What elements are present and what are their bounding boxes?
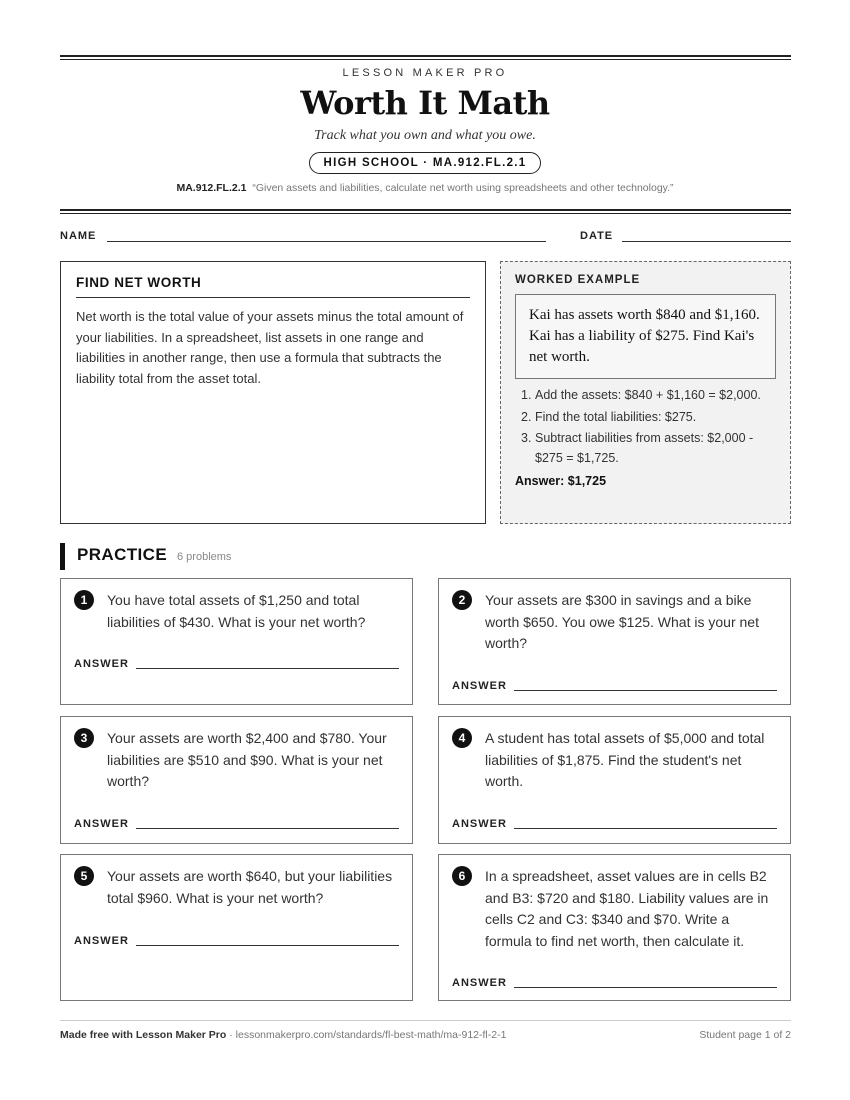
problem-text: Your assets are worth $640, but your liabilities total $960. What is your net worth? <box>107 868 393 906</box>
answer-label: ANSWER <box>452 977 507 989</box>
footer-credit <box>60 1029 506 1041</box>
practice-accent-bar <box>60 543 65 570</box>
answer-field-3[interactable] <box>136 828 399 829</box>
practice-title: PRACTICE <box>77 545 168 564</box>
problem-number-badge: 2 <box>452 590 472 610</box>
answer-label: ANSWER <box>74 818 129 830</box>
standard-description <box>0 182 850 194</box>
answer-field-2[interactable] <box>514 690 777 691</box>
problem-card-1 <box>60 578 413 705</box>
footer-separator: · <box>226 1029 236 1041</box>
answer-label: ANSWER <box>74 658 129 670</box>
concept-box <box>60 261 486 524</box>
footer-rule <box>60 1020 791 1021</box>
problem-number-badge: 1 <box>74 590 94 610</box>
grade-pill-wrap <box>0 152 850 174</box>
problem-text: In a spreadsheet, asset values are in cells B2 and B3: $720 and $180. Liability values are in cells C2 and C3: $340 and $70. Write a formula to find net worth, then calculate it. <box>485 868 769 949</box>
problem-text: A student has total assets of $5,000 and total liabilities of $1,875. Find the student's net worth. <box>485 730 765 789</box>
worked-example-heading: WORKED EXAMPLE <box>515 274 641 286</box>
example-step: 1. Add the assets: $840 + $1,160 = $2,000. <box>521 388 761 402</box>
problem-number-badge: 4 <box>452 728 472 748</box>
problem-number-badge: 3 <box>74 728 94 748</box>
brand-label: LESSON MAKER PRO <box>342 67 508 79</box>
name-date-row <box>60 230 791 246</box>
page-subtitle: Track what you own and what you owe. <box>314 128 536 143</box>
grade-standard-pill: HIGH SCHOOL · MA.912.FL.2.1 <box>309 152 542 174</box>
problem-text: Your assets are $300 in savings and a bike worth $650. You owe $125. What is your net worth? <box>485 592 759 651</box>
concept-body: Net worth is the total value of your assets minus the total amount of your liabilities. In a spreadsheet, list assets in one range and liabilities in another range, then use a formula that subtracts the liability total from the asset total. <box>76 309 464 386</box>
problem-card-3 <box>60 716 413 844</box>
problem-number-badge: 6 <box>452 866 472 886</box>
problem-card-5 <box>60 854 413 1001</box>
problem-text: You have total assets of $1,250 and total liabilities of $430. What is your net worth? <box>107 592 366 630</box>
date-field[interactable] <box>622 241 791 242</box>
problem-card-2 <box>438 578 791 705</box>
name-field[interactable] <box>107 241 546 242</box>
answer-field-6[interactable] <box>514 987 777 988</box>
footer-page-number: Student page 1 of 2 <box>699 1029 791 1041</box>
footer-made-with: Made free with Lesson Maker Pro <box>60 1029 227 1041</box>
answer-field-5[interactable] <box>136 945 399 946</box>
answer-label: ANSWER <box>74 935 129 947</box>
answer-label: ANSWER <box>452 818 507 830</box>
answer-label: ANSWER <box>452 680 507 692</box>
footer-url-link[interactable]: lessonmakerpro.com/standards/fl-best-math/ma-912-fl-2-1 <box>235 1029 507 1041</box>
answer-field-1[interactable] <box>136 668 399 669</box>
answer-field-4[interactable] <box>514 828 777 829</box>
worked-example-box <box>500 261 791 524</box>
header-bottom-double-rule <box>60 209 791 214</box>
example-step: 3. Subtract liabilities from assets: $2,000 - $275 = $1,725. <box>521 431 754 465</box>
example-step: 2. Find the total liabilities: $275. <box>521 409 697 424</box>
name-label: NAME <box>60 230 97 242</box>
standard-code: MA.912.FL.2.1 <box>176 182 247 194</box>
concept-heading: FIND NET WORTH <box>76 275 470 298</box>
top-double-rule <box>60 55 791 60</box>
example-problem: Kai has assets worth $840 and $1,160. Kai has a liability of $275. Find Kai's net worth. <box>515 294 776 379</box>
problem-number-badge: 5 <box>74 866 94 886</box>
example-answer: Answer: $1,725 <box>515 474 607 488</box>
example-steps <box>515 386 776 468</box>
practice-count: 6 problems <box>177 551 232 563</box>
date-label: DATE <box>580 230 614 242</box>
standard-text: “Given assets and liabilities, calculate net worth using spreadsheets and other technology.” <box>252 182 674 194</box>
problem-text: Your assets are worth $2,400 and $780. Your liabilities are $510 and $90. What is your net worth? <box>107 730 387 789</box>
problem-card-4 <box>438 716 791 844</box>
page-title: Worth It Math <box>300 84 550 122</box>
problem-card-6 <box>438 854 791 1001</box>
